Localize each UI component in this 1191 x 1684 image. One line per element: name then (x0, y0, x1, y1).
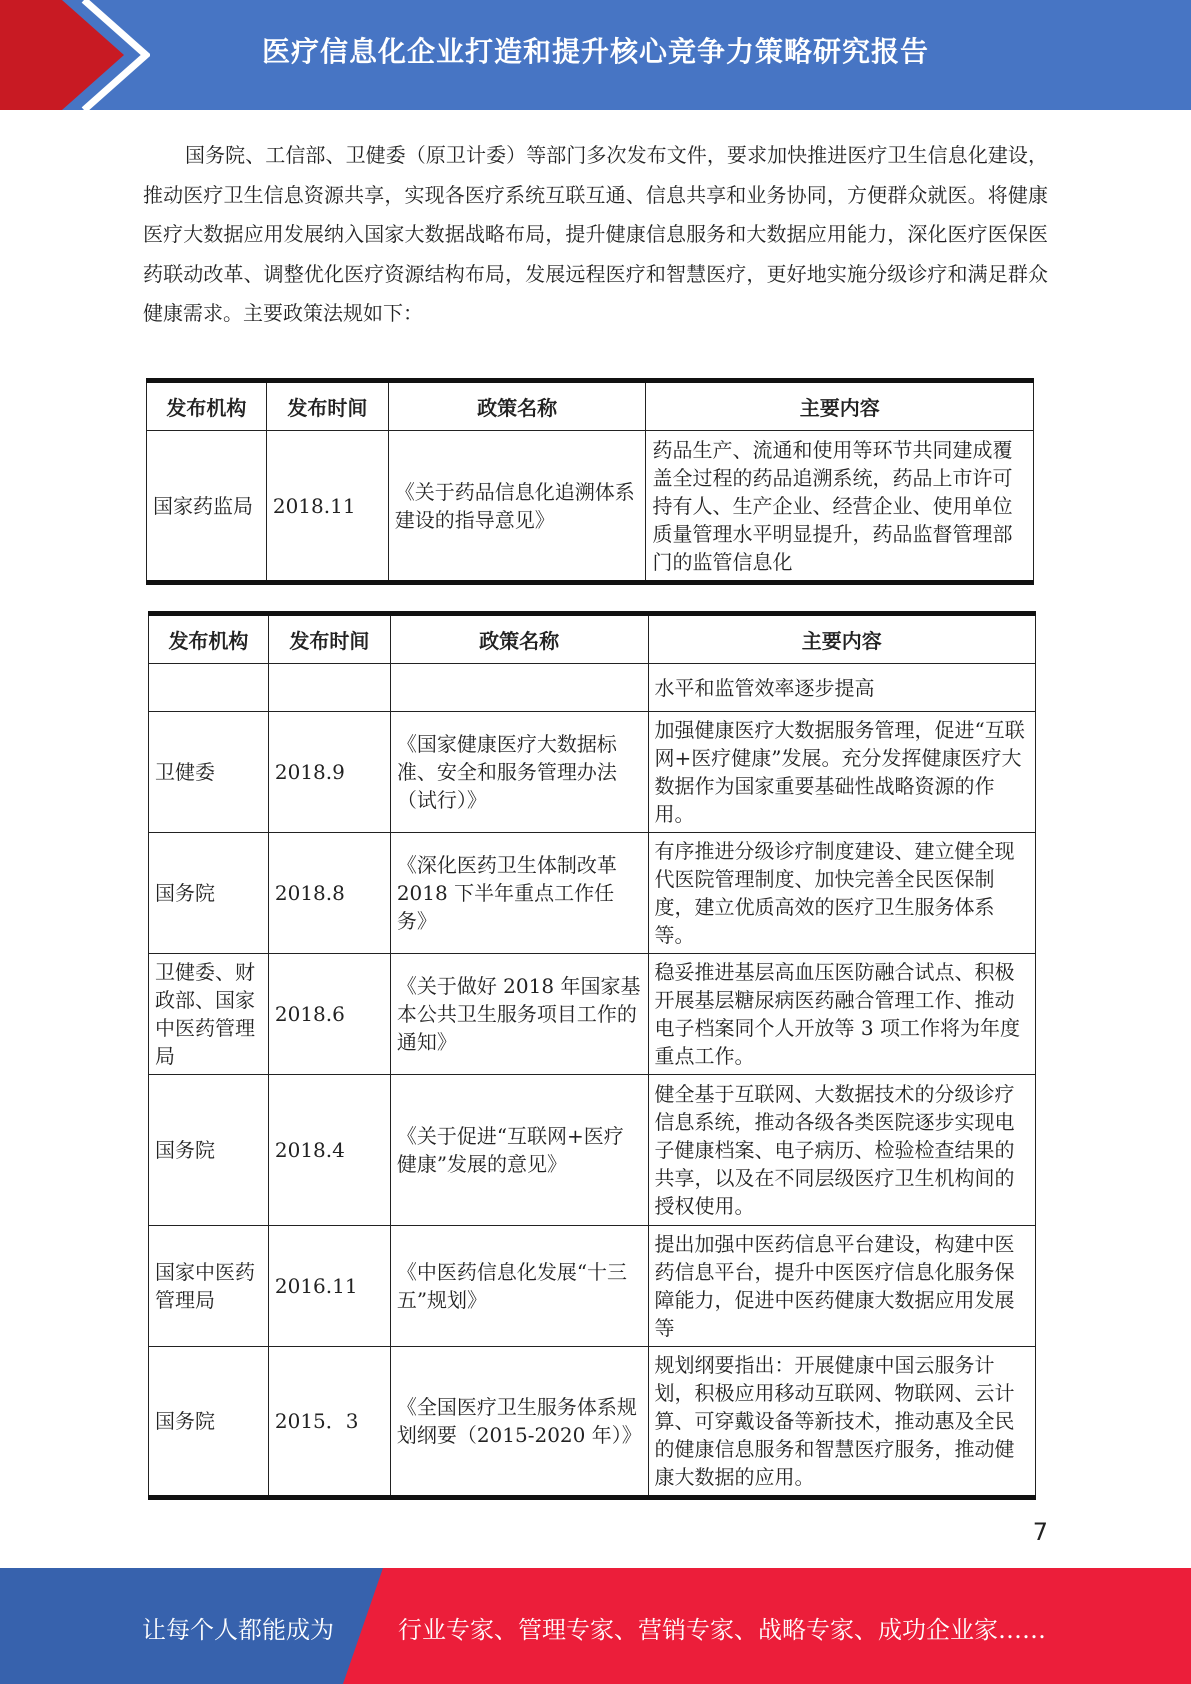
cell-policy: 《关于药品信息化追溯体系建设的指导意见》 (388, 431, 646, 583)
cell-agency: 国家药监局 (147, 431, 267, 583)
cell-content: 水平和监管效率逐步提高 (648, 664, 1035, 712)
header-policy: 政策名称 (388, 381, 646, 431)
header-date: 发布时间 (268, 614, 390, 664)
cell-policy (390, 664, 648, 712)
cell-agency: 国家中医药管理局 (149, 1226, 269, 1347)
cell-policy: 《中医药信息化发展“十三五”规划》 (390, 1226, 648, 1347)
cell-content: 规划纲要指出：开展健康中国云服务计划，积极应用移动互联网、物联网、云计算、可穿戴设备等新技术，推动惠及全民的健康信息服务和智慧医疗服务，推动健康大数据的应用。 (648, 1347, 1035, 1498)
document-title: 医疗信息化企业打造和提升核心竞争力策略研究报告 (262, 35, 930, 68)
header-date: 发布时间 (266, 381, 388, 431)
table-row (149, 954, 1036, 1075)
header-content: 主要内容 (646, 381, 1034, 431)
cell-content: 加强健康医疗大数据服务管理，促进“互联网+医疗健康”发展。充分发挥健康医疗大数据作为国家重要基础性战略资源的作用。 (648, 712, 1035, 833)
cell-agency (149, 664, 269, 712)
table-row (149, 1075, 1036, 1226)
table-row (149, 1226, 1036, 1347)
page-number: 7 (1032, 1518, 1048, 1546)
header-policy: 政策名称 (390, 614, 648, 664)
cell-policy: 《关于做好 2018 年国家基本公共卫生服务项目工作的通知》 (390, 954, 648, 1075)
table-row (149, 1347, 1036, 1498)
cell-content: 稳妥推进基层高血压医防融合试点、积极开展基层糖尿病医药融合管理工作、推动电子档案同个人开放等 3 项工作将为年度重点工作。 (648, 954, 1035, 1075)
intro-paragraph: 国务院、工信部、卫健委（原卫计委）等部门多次发布文件，要求加快推进医疗卫生信息化建设，推动医疗卫生信息资源共享，实现各医疗系统互联互通、信息共享和业务协同，方便群众就医。将健康医疗大数据应用发展纳入国家大数据战略布局，提升健康信息服务和大数据应用能力，深化医疗医保医药联动改革、调整优化医疗资源结构布局，发展远程医疗和智慧医疗，更好地实施分级诊疗和满足群众健康需求。主要政策法规如下： (143, 143, 1048, 325)
cell-content: 提出加强中医药信息平台建设，构建中医药信息平台，提升中医医疗信息化服务保障能力，促进中医药健康大数据应用发展等 (648, 1226, 1035, 1347)
cell-date: 2016.11 (268, 1226, 390, 1347)
table-row (149, 664, 1036, 712)
header-agency: 发布机构 (147, 381, 267, 431)
cell-agency: 卫健委 (149, 712, 269, 833)
cell-agency: 卫健委、财政部、国家中医药管理局 (149, 954, 269, 1075)
cell-date: 2018.11 (266, 431, 388, 583)
table-row (147, 431, 1034, 583)
cell-agency: 国务院 (149, 833, 269, 954)
header-agency: 发布机构 (149, 614, 269, 664)
footer-slogan-left: 让每个人都能成为 (142, 1616, 334, 1644)
cell-policy: 《深化医药卫生体制改革 2018 下半年重点工作任务》 (390, 833, 648, 954)
table-header-row (149, 614, 1036, 664)
cell-policy: 《关于促进“互联网+医疗健康”发展的意见》 (390, 1075, 648, 1226)
cell-content: 有序推进分级诊疗制度建设、建立健全现代医院管理制度、加快完善全民医保制度，建立优质高效的医疗卫生服务体系等。 (648, 833, 1035, 954)
cell-policy: 《国家健康医疗大数据标准、安全和服务管理办法（试行）》 (390, 712, 648, 833)
cell-agency: 国务院 (149, 1347, 269, 1498)
page-header (0, 0, 1191, 110)
footer-slogan-right: 行业专家、管理专家、营销专家、战略专家、成功企业家…… (398, 1616, 1046, 1644)
cell-agency: 国务院 (149, 1075, 269, 1226)
cell-content: 药品生产、流通和使用等环节共同建成覆盖全过程的药品追溯系统，药品上市许可持有人、生产企业、经营企业、使用单位质量管理水平明显提升，药品监督管理部门的监管信息化 (646, 431, 1034, 583)
table-row (149, 712, 1036, 833)
header-content: 主要内容 (648, 614, 1035, 664)
cell-date: 2015．3 (268, 1347, 390, 1498)
cell-date: 2018.9 (268, 712, 390, 833)
cell-date: 2018.4 (268, 1075, 390, 1226)
page-footer (0, 1568, 1191, 1684)
policy-table-1 (146, 378, 1034, 585)
cell-date: 2018.6 (268, 954, 390, 1075)
cell-date (268, 664, 390, 712)
policy-table-2 (148, 611, 1036, 1500)
cell-policy: 《全国医疗卫生服务体系规划纲要（2015-2020 年）》 (390, 1347, 648, 1498)
cell-content: 健全基于互联网、大数据技术的分级诊疗信息系统，推动各级各类医院逐步实现电子健康档案、电子病历、检验检查结果的共享，以及在不同层级医疗卫生机构间的授权使用。 (648, 1075, 1035, 1226)
table-header-row (147, 381, 1034, 431)
table-row (149, 833, 1036, 954)
cell-date: 2018.8 (268, 833, 390, 954)
header-arrow-decoration (0, 0, 150, 110)
